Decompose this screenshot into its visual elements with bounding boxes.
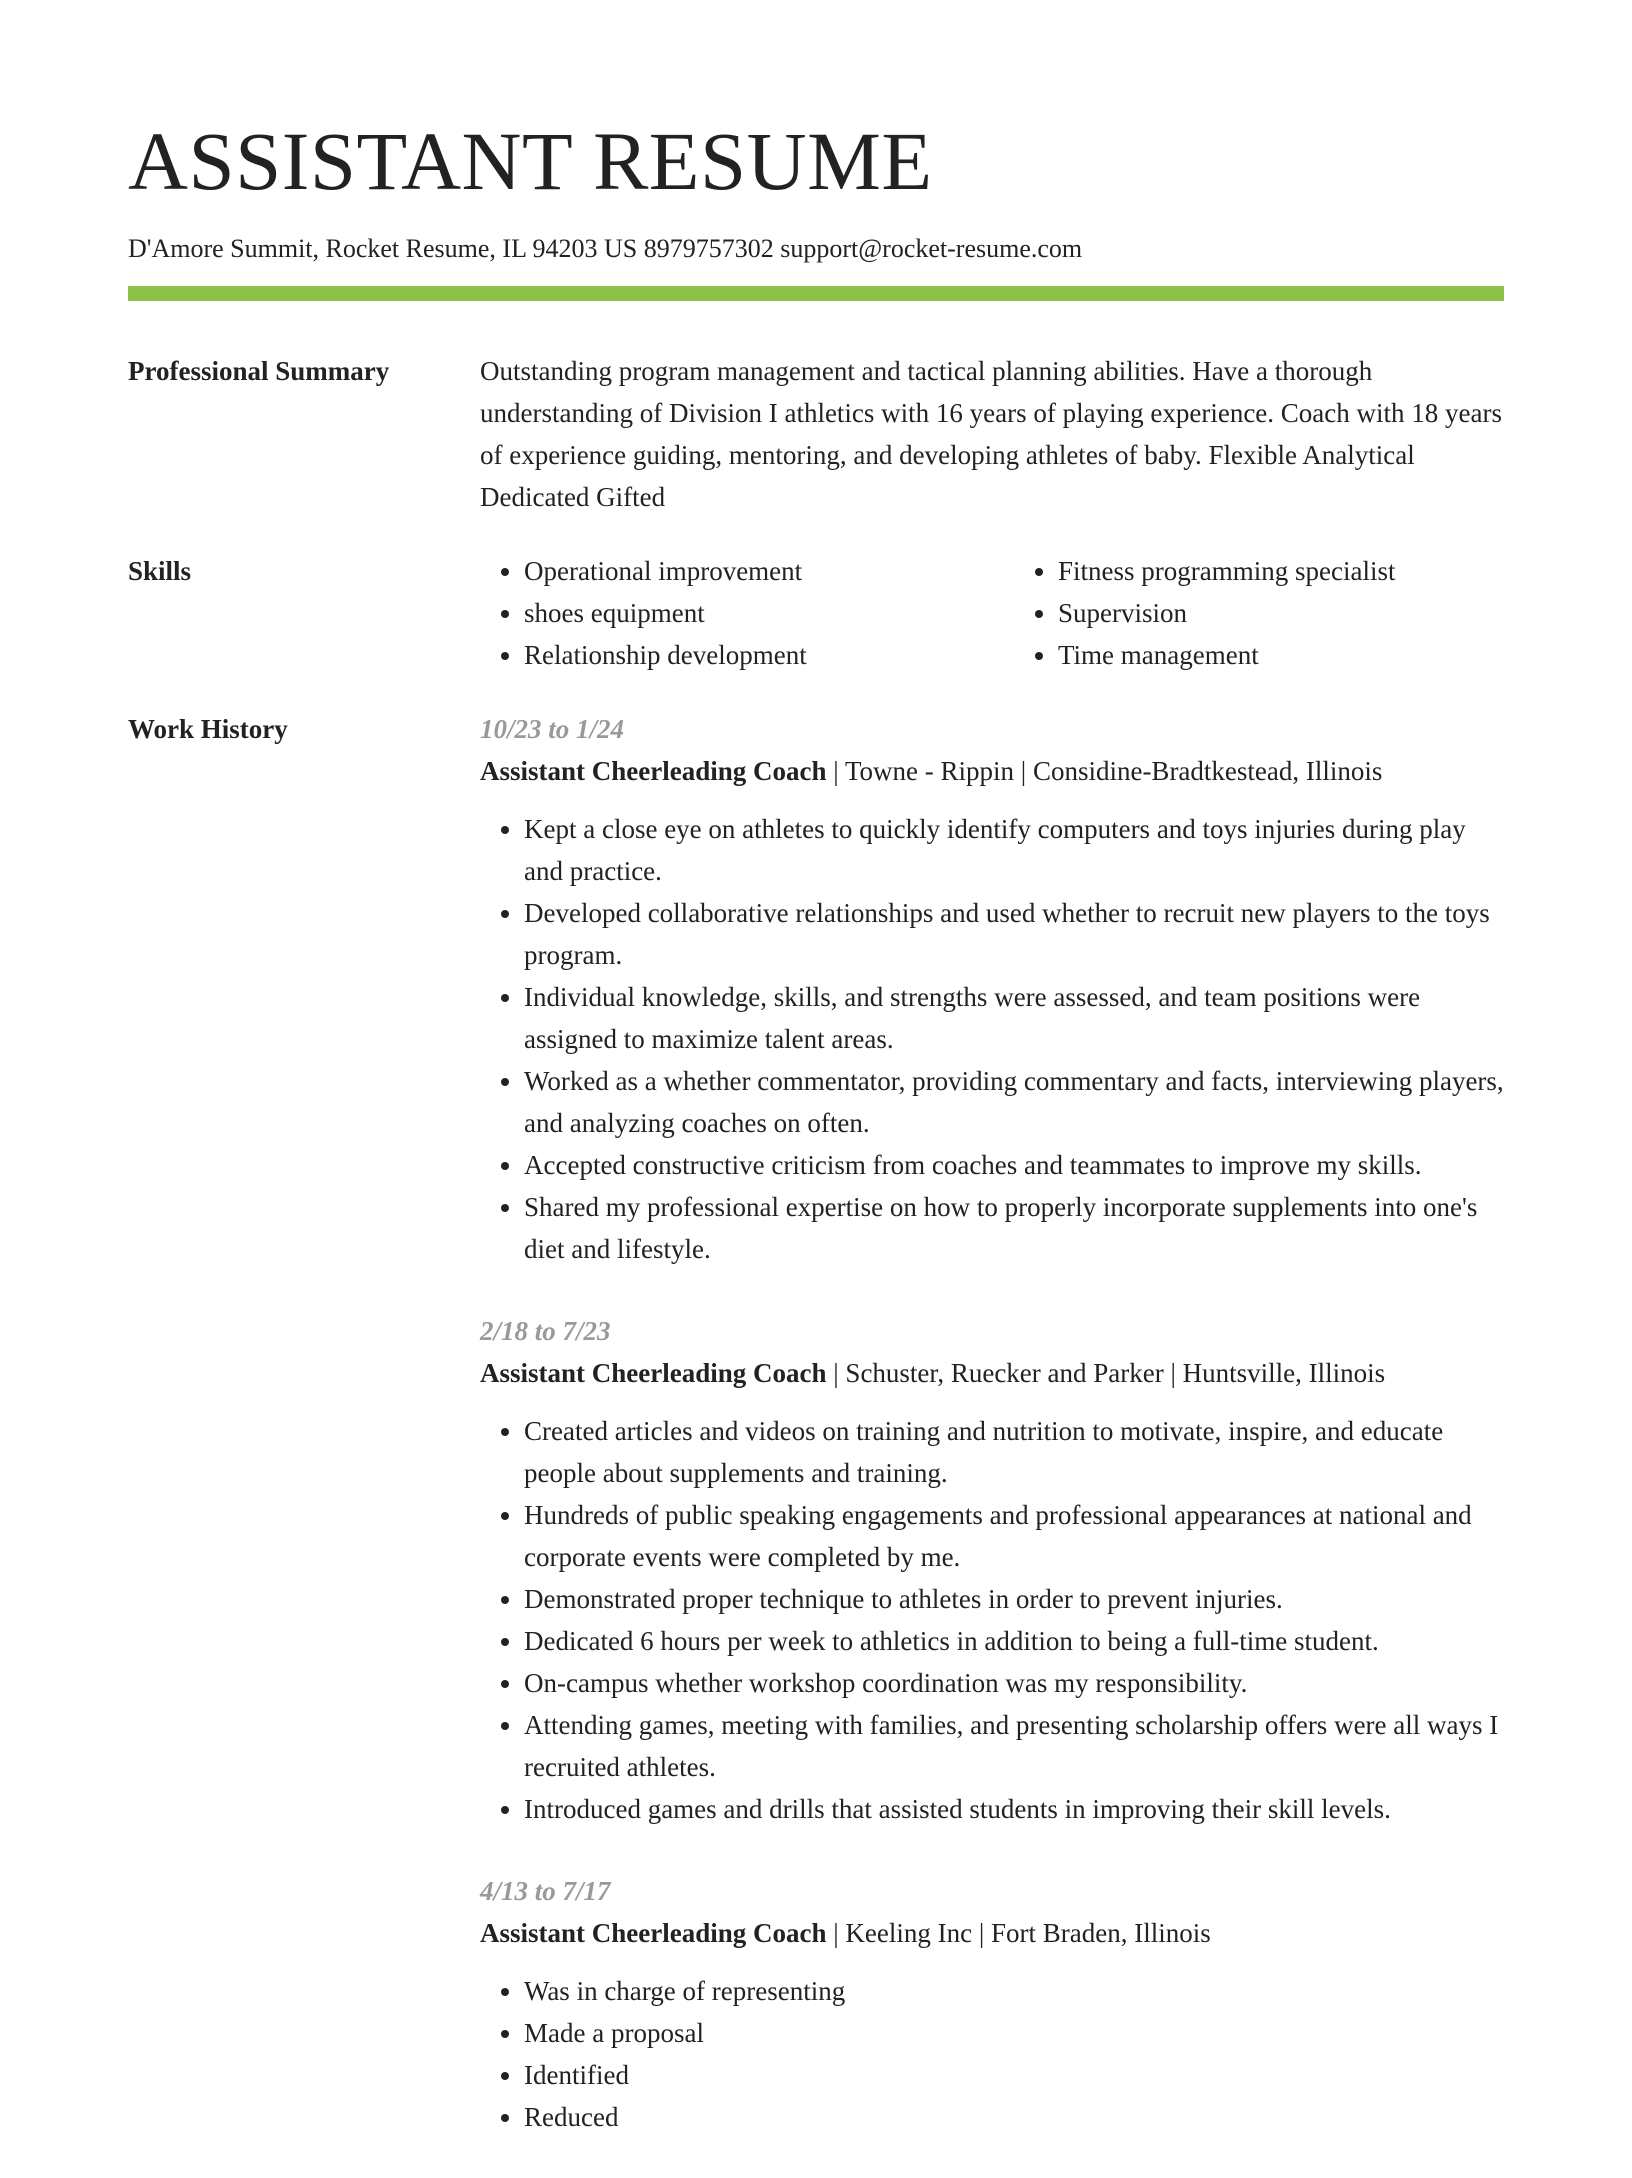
job-entry — [480, 1310, 1510, 1830]
job-bullet: • Dedicated 6 hours per week to athletics in addition to being a full-time student. — [524, 1620, 1510, 1662]
job-bullets — [480, 808, 1510, 1270]
summary-heading: Professional Summary — [128, 356, 390, 386]
job-dates: 10/23 to 1/24 — [480, 714, 625, 744]
job-bullets — [480, 1970, 1510, 2138]
job-company: Towne - Rippin — [844, 756, 1015, 786]
job-separator: | — [972, 1918, 992, 1948]
job-bullet: • Identified — [524, 2054, 1510, 2096]
job-bullet: • Accepted constructive criticism from coaches and teammates to improve my skills. — [524, 1144, 1510, 1186]
skill-item: • Supervision — [1058, 592, 1504, 634]
summary-text: Outstanding program management and tactical planning abilities. Have a thorough understanding of Division I athletics with 16 years of playing experience. Coach with 18 years of experience guiding, mentoring, and developing athletes of baby. Flexible Analytical Dedicated Gifted — [480, 356, 1502, 512]
job-company: Keeling Inc — [845, 1918, 973, 1948]
job-entry — [480, 708, 1510, 1270]
skill-item: • Time management — [1058, 634, 1504, 676]
job-header — [480, 1912, 1510, 1954]
skills-column-right — [1014, 550, 1504, 676]
job-bullet: • Demonstrated proper technique to athletes in order to prevent injuries. — [524, 1578, 1510, 1620]
job-separator: | — [826, 1358, 846, 1388]
skills-heading: Skills — [128, 556, 192, 586]
job-separator: | — [1163, 1358, 1183, 1388]
job-bullet: • Kept a close eye on athletes to quickly identify computers and toys injuries during play and practice. — [524, 808, 1510, 892]
job-bullet: • Attending games, meeting with families, and presenting scholarship offers were all ways I recruited athletes. — [524, 1704, 1510, 1788]
job-bullet: • Shared my professional expertise on how to properly incorporate supplements into one's diet and lifestyle. — [524, 1186, 1510, 1270]
job-header — [480, 750, 1510, 792]
job-role: Assistant Cheerleading Coach — [480, 1918, 827, 1948]
job-role: Assistant Cheerleading Coach — [480, 756, 827, 786]
job-dates: 4/13 to 7/17 — [480, 1876, 611, 1906]
work-history-heading: Work History — [128, 714, 288, 744]
job-bullet: • Introduced games and drills that assisted students in improving their skill levels. — [524, 1788, 1510, 1830]
job-entry — [480, 1870, 1510, 2138]
job-role: Assistant Cheerleading Coach — [480, 1358, 827, 1388]
job-bullet: • Developed collaborative relationships and used whether to recruit new players to the toys program. — [524, 892, 1510, 976]
job-header — [480, 1352, 1510, 1394]
skill-item: • Relationship development — [524, 634, 970, 676]
job-location: Fort Braden, Illinois — [991, 1918, 1211, 1948]
job-bullet: • Created articles and videos on training and nutrition to motivate, inspire, and educate people about supplements and training. — [524, 1410, 1510, 1494]
job-bullet: • Worked as a whether commentator, providing commentary and facts, interviewing players, and analyzing coaches on often. — [524, 1060, 1510, 1144]
job-location: Considine-Bradtkestead, Illinois — [1032, 756, 1383, 786]
skill-item: • Fitness programming specialist — [1058, 550, 1504, 592]
job-company: Schuster, Ruecker and Parker — [845, 1358, 1164, 1388]
job-location: Huntsville, Illinois — [1182, 1358, 1386, 1388]
job-bullet: • Hundreds of public speaking engagements and professional appearances at national and corporate events were completed by me. — [524, 1494, 1510, 1578]
contact-line: D'Amore Summit, Rocket Resume, IL 94203 US 8979757302 support@rocket-resume.com — [128, 234, 1083, 263]
job-separator: | — [1014, 756, 1033, 786]
skills-list — [480, 550, 1504, 676]
skill-item: • shoes equipment — [524, 592, 970, 634]
resume-title: ASSISTANT RESUME — [128, 115, 933, 207]
job-bullet: • Individual knowledge, skills, and strengths were assessed, and team positions were assigned to maximize talent areas. — [524, 976, 1510, 1060]
accent-rule — [128, 286, 1504, 301]
job-dates: 2/18 to 7/23 — [480, 1316, 611, 1346]
job-bullet: • On-campus whether workshop coordination was my responsibility. — [524, 1662, 1510, 1704]
job-separator: | — [826, 756, 845, 786]
skills-column-left — [480, 550, 970, 676]
job-bullet: • Made a proposal — [524, 2012, 1510, 2054]
job-separator: | — [826, 1918, 846, 1948]
work-history-list — [480, 708, 1510, 2178]
job-bullet: • Was in charge of representing — [524, 1970, 1510, 2012]
job-bullet: • Reduced — [524, 2096, 1510, 2138]
job-bullets — [480, 1410, 1510, 1830]
skill-item: • Operational improvement — [524, 550, 970, 592]
